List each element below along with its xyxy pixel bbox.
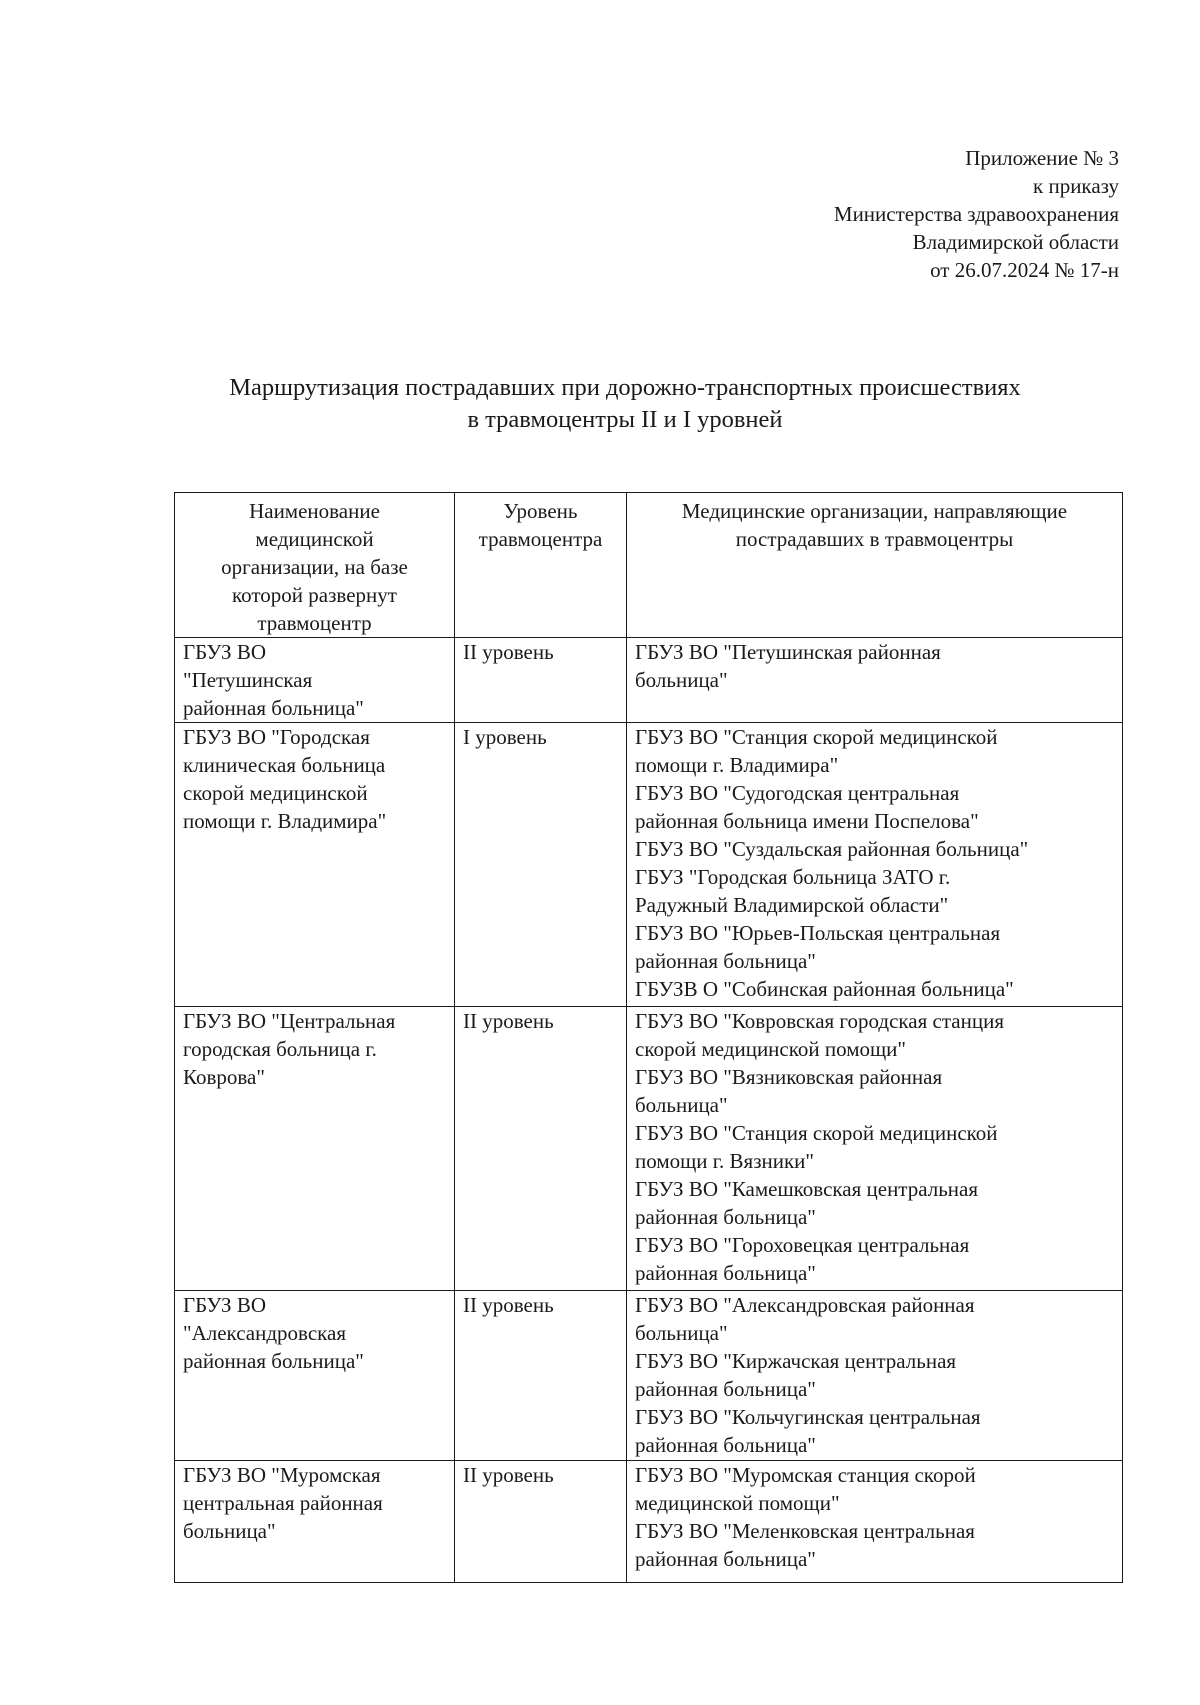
cell-line: Коврова"	[183, 1065, 265, 1089]
routing-table	[174, 492, 1123, 1583]
cell-line: помощи г. Владимира"	[183, 809, 387, 833]
cell-line: больница"	[635, 1093, 728, 1117]
cell-senders	[627, 1007, 1123, 1291]
cell-level: I уровень	[455, 723, 627, 1007]
document-title	[0, 372, 1200, 436]
cell-organization	[175, 723, 455, 1007]
cell-organization	[175, 1007, 455, 1291]
cell-line: районная больница"	[635, 1377, 816, 1401]
cell-line: ГБУЗ ВО "Суздальская районная больница"	[635, 837, 1029, 861]
cell-line: ГБУЗ ВО "Гороховецкая центральная	[635, 1233, 970, 1257]
cell-line: помощи г. Владимира"	[635, 753, 839, 777]
table-header-row	[175, 493, 1123, 638]
cell-line: скорой медицинской	[183, 781, 368, 805]
cell-line: ГБУЗ ВО "Камешковская центральная	[635, 1177, 979, 1201]
appendix-line: Владимирской области	[912, 230, 1119, 254]
cell-line: скорой медицинской помощи"	[635, 1037, 906, 1061]
cell-line: ГБУЗ ВО "Муромская станция скорой	[635, 1463, 976, 1487]
cell-organization	[175, 1461, 455, 1583]
appendix-line: от 26.07.2024 № 17-н	[930, 258, 1119, 282]
header-line: травмоцентра	[478, 527, 603, 551]
appendix-line: Министерства здравоохранения	[833, 202, 1119, 226]
document-title-line: в травмоцентры II и I уровней	[467, 406, 783, 433]
cell-level: II уровень	[455, 638, 627, 723]
cell-line: "Петушинская	[183, 668, 313, 692]
cell-senders	[627, 723, 1123, 1007]
header-line: которой развернут	[232, 583, 397, 607]
cell-line: ГБУЗ ВО "Вязниковская районная	[635, 1065, 943, 1089]
table-row	[175, 638, 1123, 723]
cell-line: ГБУЗ ВО "Муромская	[183, 1463, 381, 1487]
cell-line: районная больница"	[635, 1205, 816, 1229]
cell-line: ГБУЗ ВО "Центральная	[183, 1009, 396, 1033]
document-title-line: Маршрутизация пострадавших при дорожно-транспортных происшествиях	[229, 374, 1021, 401]
header-line: пострадавших в травмоцентры	[735, 527, 1014, 551]
cell-line: ГБУЗ ВО "Меленковская центральная	[635, 1519, 975, 1543]
cell-organization	[175, 638, 455, 723]
cell-line: ГБУЗ ВО "Станция скорой медицинской	[635, 725, 998, 749]
header-line: Медицинские организации, направляющие	[681, 499, 1068, 523]
cell-line: ГБУЗ ВО "Киржачская центральная	[635, 1349, 957, 1373]
cell-line: больница"	[183, 1519, 276, 1543]
header-line: медицинской	[255, 527, 374, 551]
cell-line: ГБУЗ ВО "Юрьев-Польская центральная	[635, 921, 1001, 945]
cell-line: районная больница"	[183, 1349, 364, 1373]
cell-line: Радужный Владимирской области"	[635, 893, 949, 917]
cell-line: ГБУЗ "Городская больница ЗАТО г.	[635, 865, 951, 889]
cell-line: клиническая больница	[183, 753, 386, 777]
header-line: травмоцентр	[257, 611, 372, 635]
cell-line: районная больница"	[635, 1547, 816, 1571]
cell-senders	[627, 1461, 1123, 1583]
table-row	[175, 1461, 1123, 1583]
header-organization	[175, 493, 455, 638]
cell-level: II уровень	[455, 1007, 627, 1291]
cell-line: ГБУЗ ВО "Кольчугинская центральная	[635, 1405, 981, 1429]
cell-line: ГБУЗ ВО	[183, 1293, 266, 1317]
cell-line: районная больница"	[635, 949, 816, 973]
cell-line: ГБУЗВ О "Собинская районная больница"	[635, 977, 1014, 1001]
header-level	[455, 493, 627, 638]
table-row	[175, 1007, 1123, 1291]
cell-line: ГБУЗ ВО "Судогодская центральная	[635, 781, 960, 805]
appendix-line: Приложение № 3	[965, 146, 1119, 170]
header-line: организации, на базе	[221, 555, 408, 579]
cell-line: районная больница имени Поспелова"	[635, 809, 979, 833]
cell-level: II уровень	[455, 1291, 627, 1461]
header-line: Наименование	[249, 499, 380, 523]
cell-line: районная больница"	[183, 696, 364, 720]
cell-line: ГБУЗ ВО	[183, 640, 266, 664]
appendix-block	[834, 144, 1119, 284]
cell-line: ГБУЗ ВО "Петушинская районная	[635, 640, 941, 664]
cell-senders	[627, 1291, 1123, 1461]
cell-line: ГБУЗ ВО "Ковровская городская станция	[635, 1009, 1004, 1033]
cell-line: больница"	[635, 668, 728, 692]
cell-line: ГБУЗ ВО "Станция скорой медицинской	[635, 1121, 998, 1145]
cell-line: городская больница г.	[183, 1037, 377, 1061]
cell-line: больница"	[635, 1321, 728, 1345]
cell-line: медицинской помощи"	[635, 1491, 840, 1515]
cell-organization	[175, 1291, 455, 1461]
cell-line: районная больница"	[635, 1261, 816, 1285]
cell-level: II уровень	[455, 1461, 627, 1583]
cell-senders	[627, 638, 1123, 723]
header-line: Уровень	[503, 499, 578, 523]
header-senders	[627, 493, 1123, 638]
table-row	[175, 1291, 1123, 1461]
cell-line: центральная районная	[183, 1491, 383, 1515]
cell-line: районная больница"	[635, 1433, 816, 1457]
appendix-line: к приказу	[1033, 174, 1119, 198]
cell-line: ГБУЗ ВО "Городская	[183, 725, 370, 749]
cell-line: ГБУЗ ВО "Александровская районная	[635, 1293, 975, 1317]
cell-line: помощи г. Вязники"	[635, 1149, 814, 1173]
table-row	[175, 723, 1123, 1007]
cell-line: "Александровская	[183, 1321, 347, 1345]
